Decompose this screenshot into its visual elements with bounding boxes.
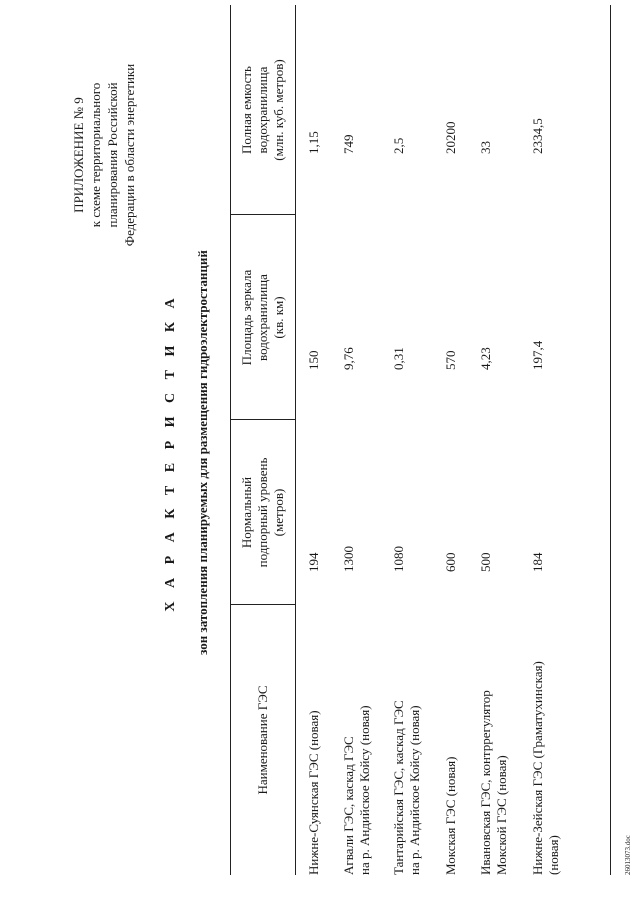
total-volume: 749 [341, 134, 356, 154]
total-volume: 1,15 [306, 131, 321, 154]
table-header-border [295, 5, 296, 875]
hps-name: Агвали ГЭС, каскад ГЭС на р. Андийское Койсу (новая) [341, 705, 372, 875]
header-line: водохранилища [255, 274, 270, 361]
header-line: Полная емкость [239, 66, 254, 155]
hps-name: Нижне-Зейская ГЭС (Граматухинская) (новая) [530, 661, 561, 875]
surface-area: 4,23 [478, 347, 493, 370]
normal-level: 600 [443, 552, 458, 572]
normal-level: 194 [306, 552, 321, 572]
header-line: (метров) [271, 488, 286, 537]
total-volume: 20200 [443, 121, 458, 154]
normal-level: 184 [530, 552, 545, 572]
surface-area: 197,4 [530, 340, 545, 370]
normal-level: 1300 [341, 546, 356, 572]
header-volume [234, 5, 292, 215]
header-line: (кв. км) [271, 296, 286, 339]
total-volume: 33 [478, 141, 493, 154]
header-line: водохранилища [255, 66, 270, 154]
document-subtitle: зон затопления планируемых для размещения гидроэлектростанций [195, 250, 210, 655]
surface-area: 9,76 [341, 347, 356, 370]
appendix-line: Федерации в области энергетики [122, 63, 137, 247]
total-volume: 2,5 [391, 137, 406, 154]
document-title: Х А Р А К Т Е Р И С Т И К А [163, 293, 178, 612]
surface-area: 0,31 [391, 347, 406, 370]
hps-name: Тантарийская ГЭС, каскад ГЭС на р. Андийское Койсу (новая) [391, 700, 422, 875]
header-name: Наименование ГЭС [255, 685, 270, 795]
hps-name: Мокская ГЭС (новая) [443, 756, 458, 875]
header-line: (млн. куб. метров) [271, 59, 286, 161]
hps-name: Ивановская ГЭС, контррегулятор Мокской ГЭС (новая) [478, 690, 509, 875]
appendix-line: планирования Российской [105, 82, 120, 228]
hps-name: Нижне-Суянская ГЭС (новая) [306, 710, 321, 875]
file-name: 26013073.doc [624, 835, 632, 875]
normal-level: 1080 [391, 546, 406, 572]
appendix-number: ПРИЛОЖЕНИЕ № 9 [71, 97, 86, 213]
header-level [234, 420, 292, 605]
header-line: Нормальный [239, 476, 254, 549]
header-line: подпорный уровень [255, 457, 270, 568]
table-top-border [230, 5, 231, 875]
header-line: Площадь зеркала [239, 269, 254, 366]
appendix-note [70, 45, 138, 265]
normal-level: 500 [478, 552, 493, 572]
total-volume: 2334,5 [530, 118, 545, 154]
appendix-line: к схеме территориального [88, 82, 103, 228]
table-bottom-border [610, 5, 611, 875]
header-area [234, 215, 292, 420]
surface-area: 570 [443, 350, 458, 370]
surface-area: 150 [306, 350, 321, 370]
